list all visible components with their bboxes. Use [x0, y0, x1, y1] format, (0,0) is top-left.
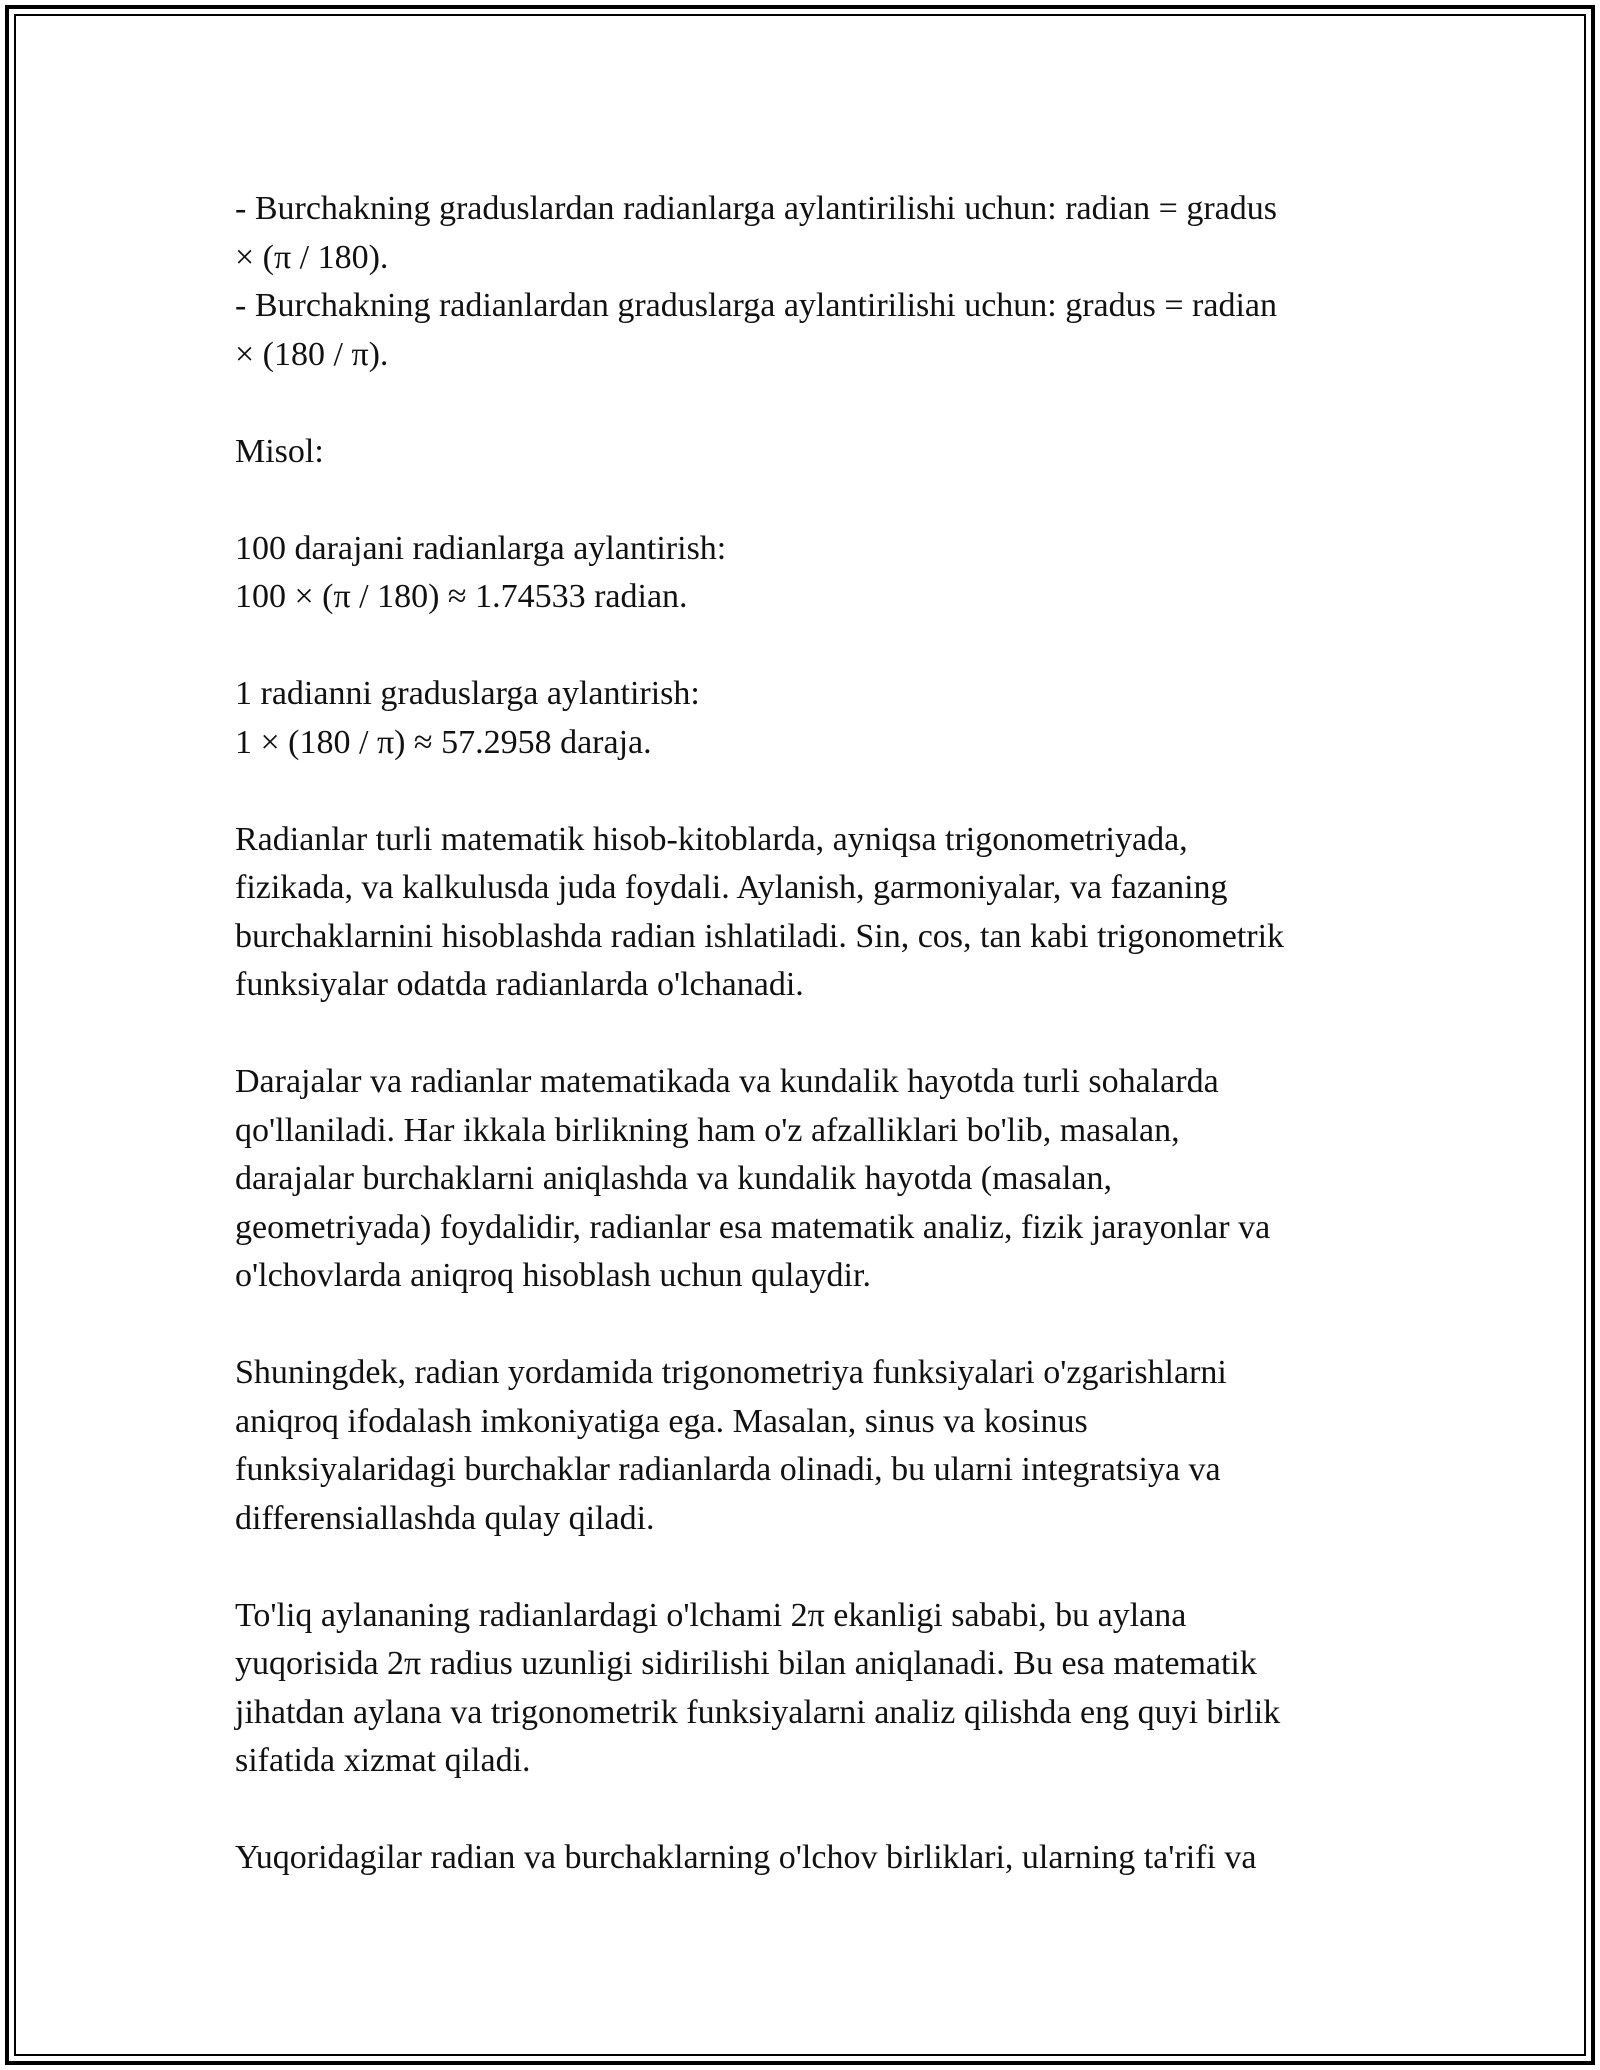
text-line: yuqorisida 2π radius uzunligi sidirilishi bilan aniqlanadi. Bu esa matematik — [235, 1645, 1257, 1682]
text-line: 100 × (π / 180) ≈ 1.74533 radian. — [235, 578, 688, 615]
text-line: burchaklarnini hisoblashda radian ishlatiladi. Sin, cos, tan kabi trigonometrik — [235, 917, 1285, 955]
text-line: qo'llaniladi. Har ikkala birlikning ham o'z afzalliklari bo'lib, masalan, — [235, 1111, 1180, 1149]
paragraph-conversion-rules — [235, 185, 1385, 379]
text-line: fizikada, va kalkulusda juda foydali. Aylanish, garmoniyalar, va fazaning — [235, 869, 1228, 906]
text-line: Yuqoridagilar radian va burchaklarning o'lchov birliklari, ularning ta'rifi va — [235, 1839, 1257, 1876]
text-line: funksiyalar odatda radianlarda o'lchanadi. — [235, 966, 804, 1003]
text-line: Radianlar turli matematik hisob-kitoblarda, ayniqsa trigonometriyada, — [235, 820, 1188, 858]
paragraph-full-circle — [235, 1592, 1385, 1786]
paragraph-example-heading — [235, 428, 1385, 477]
paragraph-radians-usage — [235, 816, 1385, 1010]
text-line: 100 darajani radianlarga aylantirish: — [235, 529, 727, 567]
text-line: darajalar burchaklarni aniqlashda va kundalik hayotda (masalan, — [235, 1160, 1113, 1197]
document-body — [235, 185, 1385, 1931]
text-line: geometriyada) foydalidir, radianlar esa matematik analiz, fizik jarayonlar va — [235, 1208, 1271, 1246]
text-line: - Burchakning radianlardan graduslarga aylantirilishi uchun: gradus = radian — [235, 287, 1277, 324]
paragraph-example-degrees — [235, 525, 1385, 622]
text-line: differensiallashda qulay qiladi. — [235, 1499, 655, 1537]
text-line: Misol: — [235, 432, 324, 470]
text-line: Darajalar va radianlar matematikada va kundalik hayotda turli sohalarda — [235, 1063, 1219, 1100]
paragraph-trig-functions — [235, 1349, 1385, 1543]
text-line: jihatdan aylana va trigonometrik funksiyalarni analiz qilishda eng quyi birlik — [235, 1693, 1281, 1731]
text-line: - Burchakning graduslardan radianlarga aylantirilishi uchun: radian = gradus — [235, 190, 1277, 227]
text-line: aniqroq ifodalash imkoniyatiga ega. Masalan, sinus va kosinus — [235, 1402, 1088, 1440]
paragraph-example-radians — [235, 670, 1385, 767]
text-line: To'liq aylananing radianlardagi o'lchami 2π ekanligi sababi, bu aylana — [235, 1596, 1187, 1634]
text-line: funksiyalaridagi burchaklar radianlarda olinadi, bu ularni integratsiya va — [235, 1451, 1221, 1488]
paragraph-degrees-vs-radians — [235, 1058, 1385, 1301]
text-line: sifatida xizmat qiladi. — [235, 1742, 531, 1779]
text-line: × (π / 180). — [235, 238, 389, 276]
text-line: 1 radianni graduslarga aylantirish: — [235, 675, 700, 712]
text-line: × (180 / π). — [235, 335, 389, 373]
paragraph-summary — [235, 1834, 1385, 1883]
text-line: o'lchovlarda aniqroq hisoblash uchun qulaydir. — [235, 1257, 871, 1294]
text-line: Shuningdek, radian yordamida trigonometriya funksiyalari o'zgarishlarni — [235, 1354, 1227, 1391]
text-line: 1 × (180 / π) ≈ 57.2958 daraja. — [235, 723, 652, 761]
